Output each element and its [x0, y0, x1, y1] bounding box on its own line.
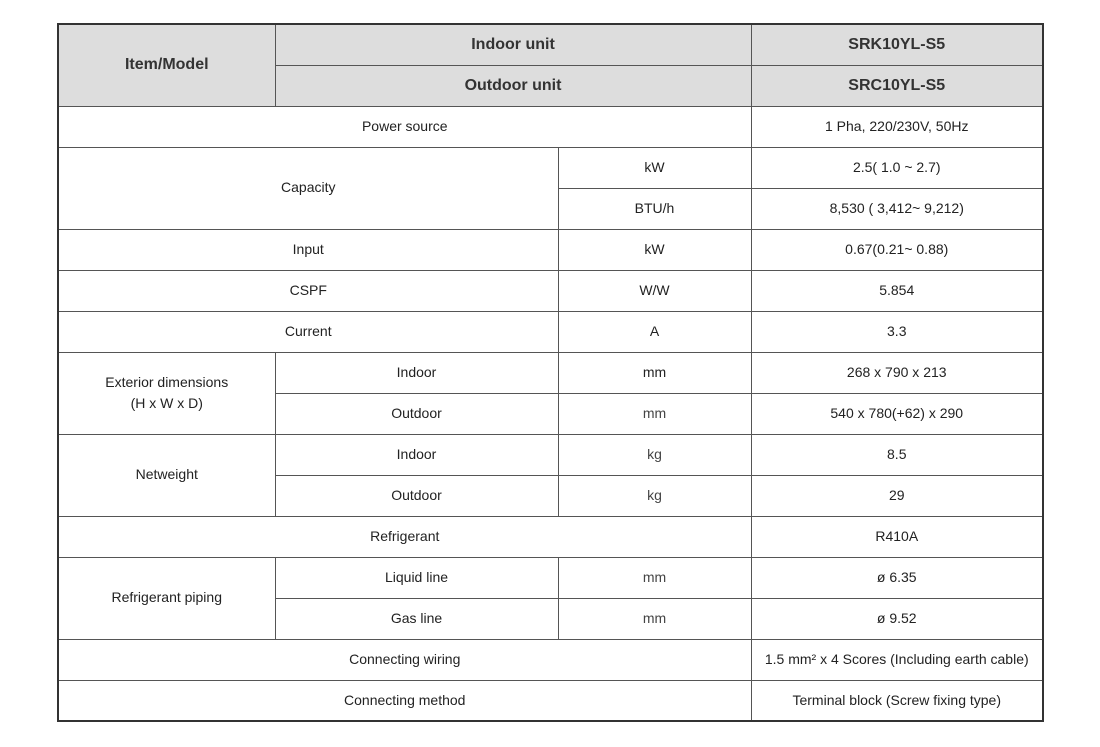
refrigerant-label: Refrigerant	[58, 516, 751, 557]
indoor-unit-model: SRK10YL-S5	[751, 24, 1043, 65]
capacity-unit-kw: kW	[558, 147, 751, 188]
cspf-label: CSPF	[58, 270, 558, 311]
piping-gas-label: Gas line	[275, 598, 558, 639]
input-value: 0.67(0.21~ 0.88)	[751, 229, 1043, 270]
piping-liquid-value: ø 6.35	[751, 557, 1043, 598]
netweight-outdoor-label: Outdoor	[275, 475, 558, 516]
row-capacity-kw	[58, 147, 1043, 188]
exterior-dimensions-label-line1: Exterior dimensions	[105, 373, 229, 390]
capacity-value-btu: 8,530 ( 3,412~ 9,212)	[751, 188, 1043, 229]
row-connecting-wiring	[58, 639, 1043, 680]
netweight-indoor-unit: kg	[558, 434, 751, 475]
refrigerant-value: R410A	[751, 516, 1043, 557]
row-current	[58, 311, 1043, 352]
input-label: Input	[58, 229, 558, 270]
cspf-value: 5.854	[751, 270, 1043, 311]
row-input	[58, 229, 1043, 270]
exterior-dimensions-label-line2: (H x W x D)	[130, 395, 203, 411]
power-source-value: 1 Pha, 220/230V, 50Hz	[751, 106, 1043, 147]
row-power-source	[58, 106, 1043, 147]
current-label: Current	[58, 311, 558, 352]
row-netweight-indoor	[58, 434, 1043, 475]
piping-gas-value: ø 9.52	[751, 598, 1043, 639]
piping-gas-unit: mm	[558, 598, 751, 639]
cspf-unit: W/W	[558, 270, 751, 311]
current-value: 3.3	[751, 311, 1043, 352]
netweight-label: Netweight	[58, 434, 275, 516]
capacity-value-kw: 2.5( 1.0 ~ 2.7)	[751, 147, 1043, 188]
row-piping-liquid	[58, 557, 1043, 598]
row-dimensions-indoor	[58, 352, 1043, 393]
netweight-indoor-value: 8.5	[751, 434, 1043, 475]
spec-table	[57, 23, 1044, 722]
dimensions-indoor-label: Indoor	[275, 352, 558, 393]
dimensions-outdoor-label: Outdoor	[275, 393, 558, 434]
item-model-header: Item/Model	[58, 24, 275, 106]
power-source-label: Power source	[58, 106, 751, 147]
dimensions-outdoor-value: 540 x 780(+62) x 290	[751, 393, 1043, 434]
connecting-method-value: Terminal block (Screw fixing type)	[751, 680, 1043, 721]
connecting-wiring-value: 1.5 mm² x 4 Scores (Including earth cable)	[751, 639, 1043, 680]
indoor-unit-header: Indoor unit	[275, 24, 751, 65]
piping-liquid-unit: mm	[558, 557, 751, 598]
capacity-unit-btu: BTU/h	[558, 188, 751, 229]
refrigerant-piping-label: Refrigerant piping	[58, 557, 275, 639]
dimensions-outdoor-unit: mm	[558, 393, 751, 434]
header-row-indoor	[58, 24, 1043, 65]
connecting-method-label: Connecting method	[58, 680, 751, 721]
netweight-outdoor-value: 29	[751, 475, 1043, 516]
netweight-indoor-label: Indoor	[275, 434, 558, 475]
dimensions-indoor-unit: mm	[558, 352, 751, 393]
dimensions-indoor-value: 268 x 790 x 213	[751, 352, 1043, 393]
capacity-label: Capacity	[58, 147, 558, 229]
connecting-wiring-label: Connecting wiring	[58, 639, 751, 680]
piping-liquid-label: Liquid line	[275, 557, 558, 598]
row-connecting-method	[58, 680, 1043, 721]
row-cspf	[58, 270, 1043, 311]
current-unit: A	[558, 311, 751, 352]
row-refrigerant	[58, 516, 1043, 557]
outdoor-unit-header: Outdoor unit	[275, 65, 751, 106]
input-unit: kW	[558, 229, 751, 270]
exterior-dimensions-label	[58, 352, 275, 434]
outdoor-unit-model: SRC10YL-S5	[751, 65, 1043, 106]
netweight-outdoor-unit: kg	[558, 475, 751, 516]
